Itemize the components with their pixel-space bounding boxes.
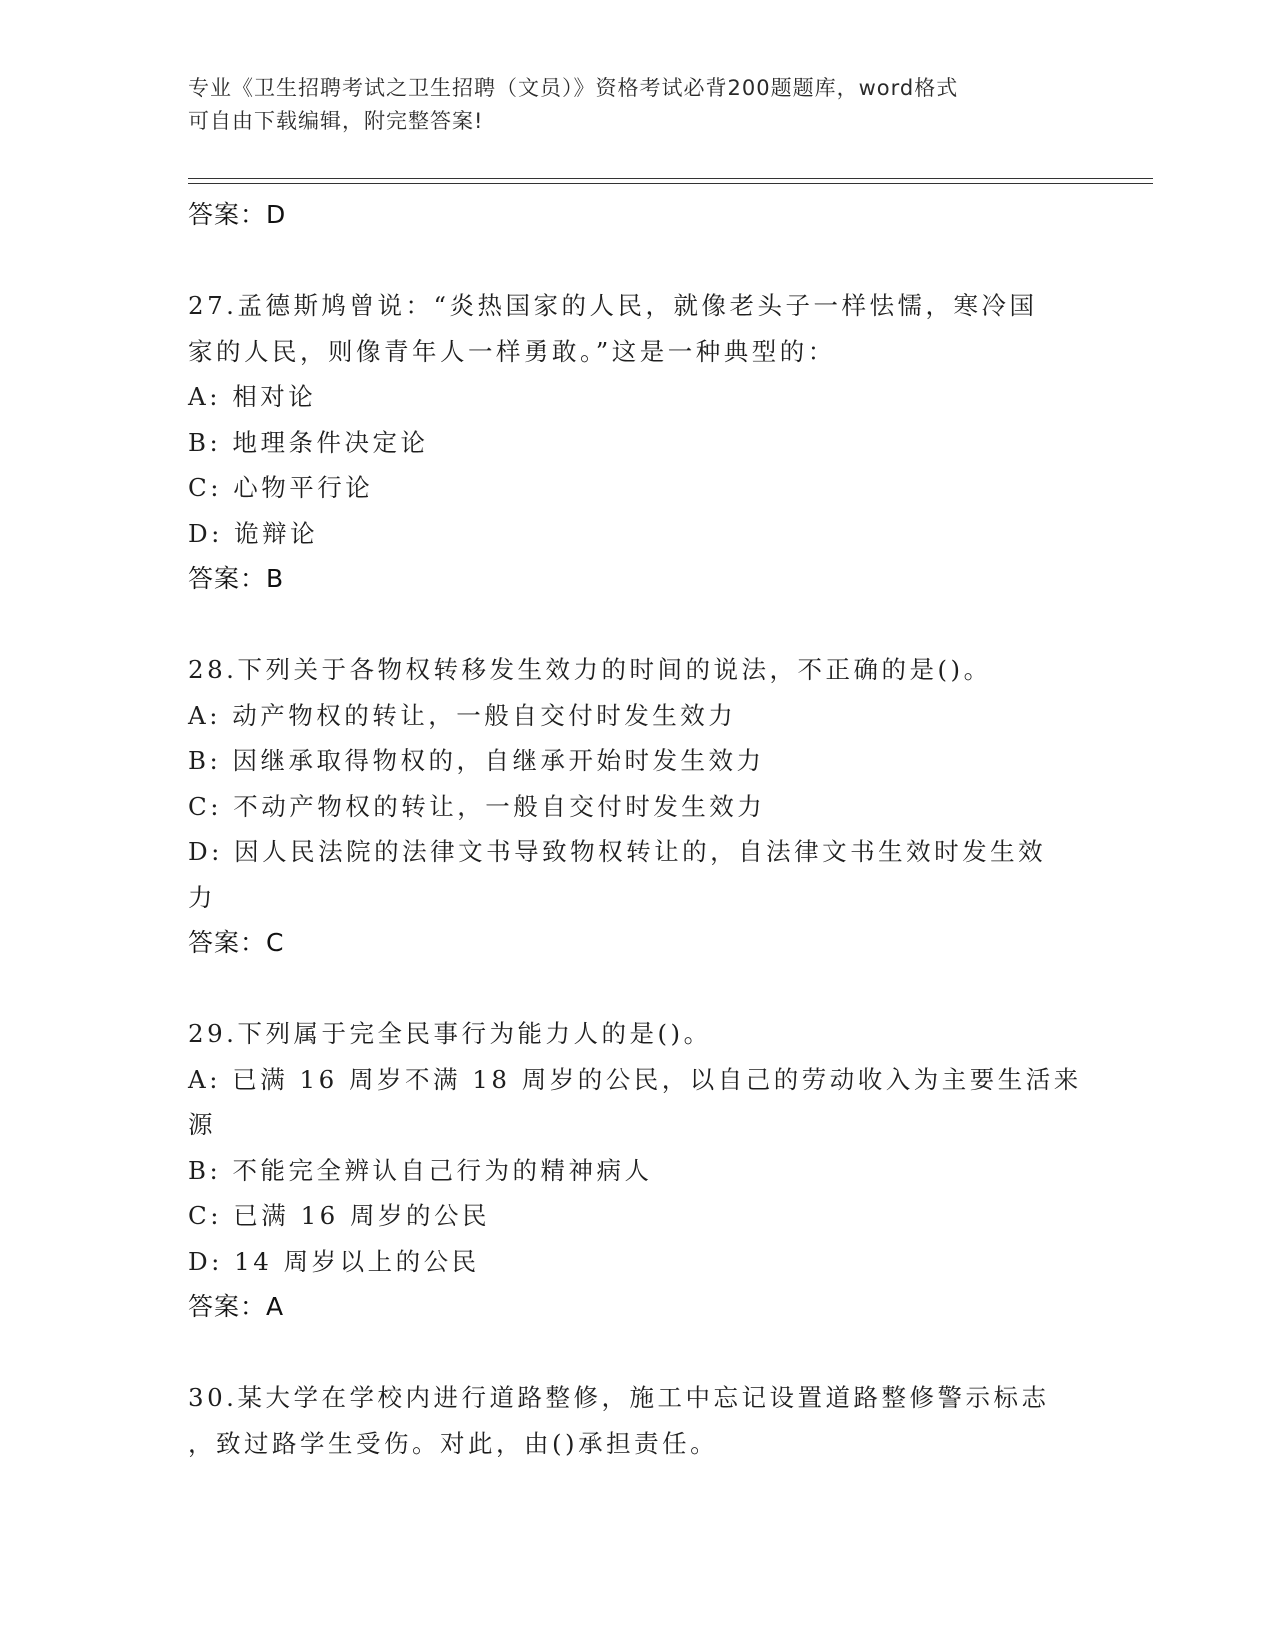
question-27-stem-line-2: 家的人民，则像青年人一样勇敢。”这是一种典型的： — [188, 336, 836, 366]
question-27-stem-line-1: 27.孟德斯鸠曾说：“炎热国家的人民，就像老头子一样怯懦，寒冷国 — [188, 291, 1038, 320]
question-29-option-a-line-1: A: 已满 16 周岁不满 18 周岁的公民，以自己的劳动收入为主要生活来 — [188, 1064, 1082, 1094]
question-29-option-a-line-2: 源 — [188, 1110, 216, 1139]
header-line-2: 可自由下载编辑，附完整答案! — [188, 109, 484, 133]
question-30-stem-line-1: 30.某大学在学校内进行道路整修，施工中忘记设置道路整修警示标志 — [188, 1383, 1050, 1412]
answer-28: 答案：C — [188, 928, 285, 957]
header-divider-top — [188, 178, 1153, 179]
answer-27: 答案：B — [188, 564, 285, 593]
answer-29: 答案：A — [188, 1292, 285, 1321]
question-27 — [188, 283, 1088, 602]
question-list — [188, 192, 1088, 1466]
spacer — [188, 602, 1088, 648]
question-28-stem-line-1: 28.下列关于各物权转移发生效力的时间的说法，不正确的是()。 — [188, 655, 992, 684]
question-28-option-a: A: 动产物权的转让，一般自交付时发生效力 — [188, 700, 737, 730]
question-29-option-c: C: 已满 16 周岁的公民 — [188, 1201, 491, 1230]
question-29-option-b: B: 不能完全辨认自己行为的精神病人 — [188, 1155, 653, 1185]
question-28 — [188, 647, 1088, 966]
document-header — [188, 72, 1088, 138]
question-28-option-b: B: 因继承取得物权的，自继承开始时发生效力 — [188, 746, 765, 775]
question-30-stem-line-2: ，致过路学生受伤。对此，由()承担责任。 — [188, 1428, 719, 1458]
question-27-option-d: D: 诡辩论 — [188, 518, 319, 548]
spacer — [188, 966, 1088, 1012]
question-27-option-a: A: 相对论 — [188, 382, 317, 411]
header-line-1: 专业《卫生招聘考试之卫生招聘（文员）》资格考试必背200题题库，word格式 — [188, 76, 959, 100]
answer-26: 答案：D — [188, 200, 287, 229]
header-divider-bottom — [188, 183, 1153, 184]
question-28-option-c: C: 不动产物权的转让，一般自交付时发生效力 — [188, 791, 766, 821]
question-29-stem-line-1: 29.下列属于完全民事行为能力人的是()。 — [188, 1019, 712, 1048]
question-29 — [188, 1011, 1088, 1330]
spacer — [188, 1330, 1088, 1376]
question-30 — [188, 1375, 1088, 1466]
question-28-option-d-line-1: D: 因人民法院的法律文书导致物权转让的，自法律文书生效时发生效 — [188, 837, 1047, 866]
question-29-option-d: D: 14 周岁以上的公民 — [188, 1246, 480, 1276]
question-28-option-d-line-2: 力 — [188, 882, 216, 912]
spacer — [188, 238, 1088, 284]
question-27-option-b: B: 地理条件决定论 — [188, 427, 429, 457]
question-27-option-c: C: 心物平行论 — [188, 473, 374, 502]
